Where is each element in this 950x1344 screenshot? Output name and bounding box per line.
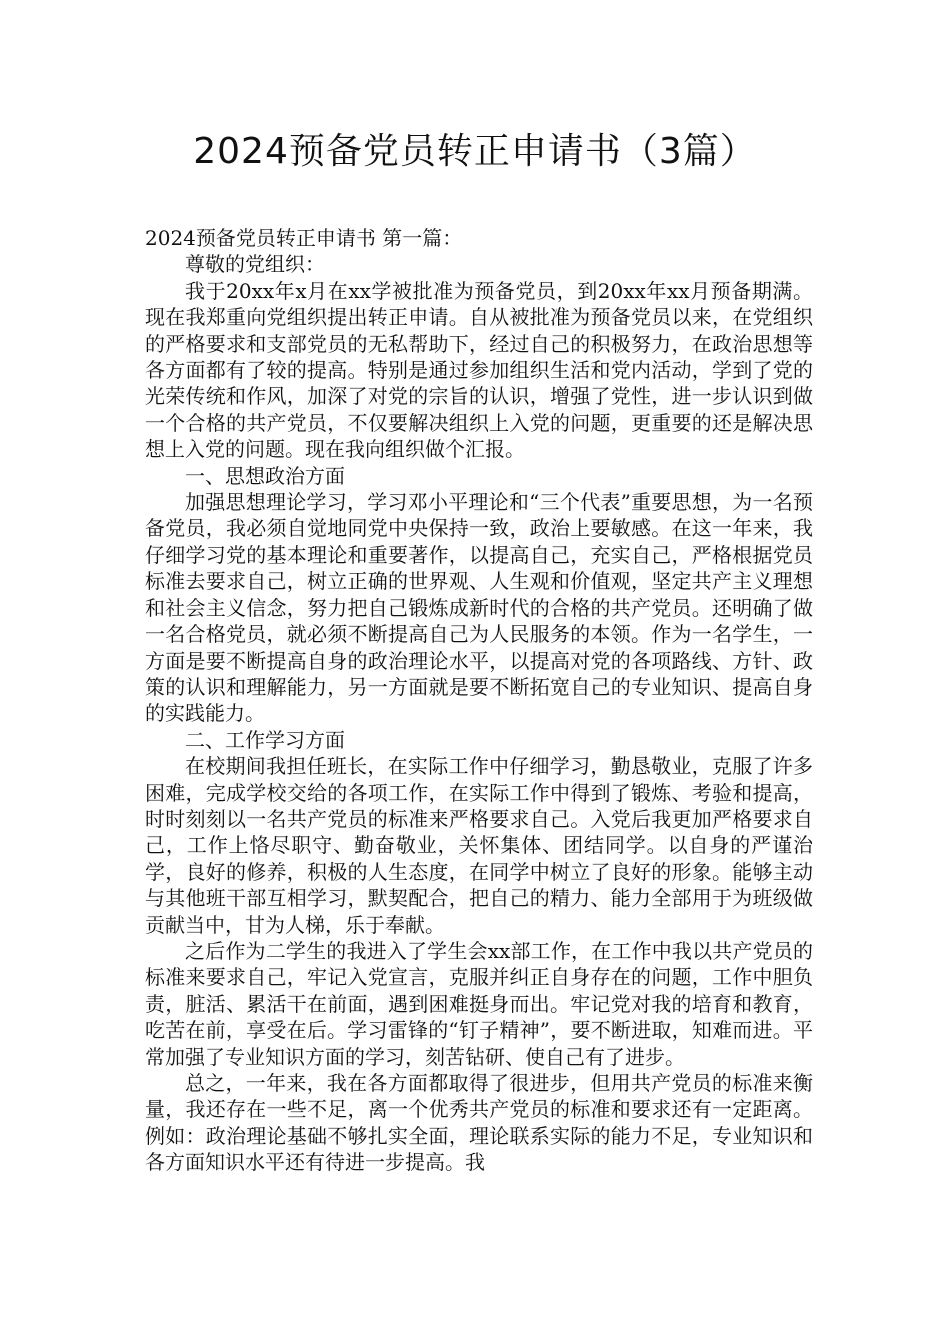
subheading-work-study: 二、工作学习方面 <box>185 727 345 752</box>
section-heading: 2024预备党员转正申请书 第一篇： <box>145 226 463 250</box>
paragraph-political: 加强思想理论学习，学习邓小平理论和“三个代表”重要思想，为一名预备党员，我必须自觉地同党中央保持一致，政治上要敏感。在这一年来，我仔细学习党的基本理论和重要著作，以提高自己，充实自己，严格根据党员标准去要求自己，树立正确的世界观、人生观和价值观，坚定共产主义理想和社会主义信念，努力把自己锻炼成新时代的合格的共产党员。还明确了做一名合格党员，就必须不断提高自己为人民服务的本领。作为一名学生，一方面是要不断提高自身的政治理论水平，以提高对党的各项路线、方针、政策的认识和理解能力，另一方面就是要不断拓宽自己的专业知识、提高自身的实践能力。 <box>145 490 813 726</box>
paragraph-work-study: 在校期间我担任班长，在实际工作中仔细学习，勤恳敬业，克服了许多困难，完成学校交给的各项工作，在实际工作中得到了锻炼、考验和提高，时时刻刻以一名共产党员的标准来严格要求自己。入党后我更加严格要求自己，工作上恪尽职守、勤奋敬业，关怀集体、团结同学。以自身的严谨治学，良好的修养，积极的人生态度，在同学中树立了良好的形象。能够主动与其他班干部互相学习，默契配合，把自己的精力、能力全部用于为班级做贡献当中，甘为人梯，乐于奉献。 <box>145 754 813 937</box>
paragraph-summary: 总之，一年来，我在各方面都取得了很进步，但用共产党员的标准来衡量，我还存在一些不足，离一个优秀共产党员的标准和要求还有一定距离。例如：政治理论基础不够扎实全面，理论联系实际的能力不足，专业知识和各方面知识水平还有待进一步提高。我 <box>145 1071 813 1175</box>
subheading-political: 一、思想政治方面 <box>185 463 345 488</box>
salutation: 尊敬的党组织： <box>185 252 325 277</box>
paragraph-intro: 我于20xx年x月在xx学被批准为预备党员，到20xx年xx月预备期满。现在我郑重向党组织提出转正申请。自从被批准为预备党员以来，在党组织的严格要求和支部党员的无私帮助下，经过自己的积极努力，在政治思想等各方面都有了较的提高。特别是通过参加组织生活和党内活动，学到了党的光荣传统和作风，加深了对党的宗旨的认识，增强了党性，进一步认识到做一个合格的共产党员，不仅要解决组织上入党的问题，更重要的还是解决思想上入党的问题。现在我向组织做个汇报。 <box>145 278 813 462</box>
document-title: 2024预备党员转正申请书（3篇） <box>193 131 757 172</box>
document-body <box>145 225 813 1176</box>
paragraph-student-union: 之后作为二学生的我进入了学生会xx部工作，在工作中我以共产党员的标准来要求自己，牢记入党宣言，克服并纠正自身存在的问题，工作中胆负责，脏活、累活干在前面，遇到困难挺身而出。牢记党对我的培育和教育，吃苦在前，享受在后。学习雷锋的“钉子精神”，要不断进取，知难而进。平常加强了专业知识方面的学习，刻苦钻研、使自己有了进步。 <box>145 938 813 1069</box>
